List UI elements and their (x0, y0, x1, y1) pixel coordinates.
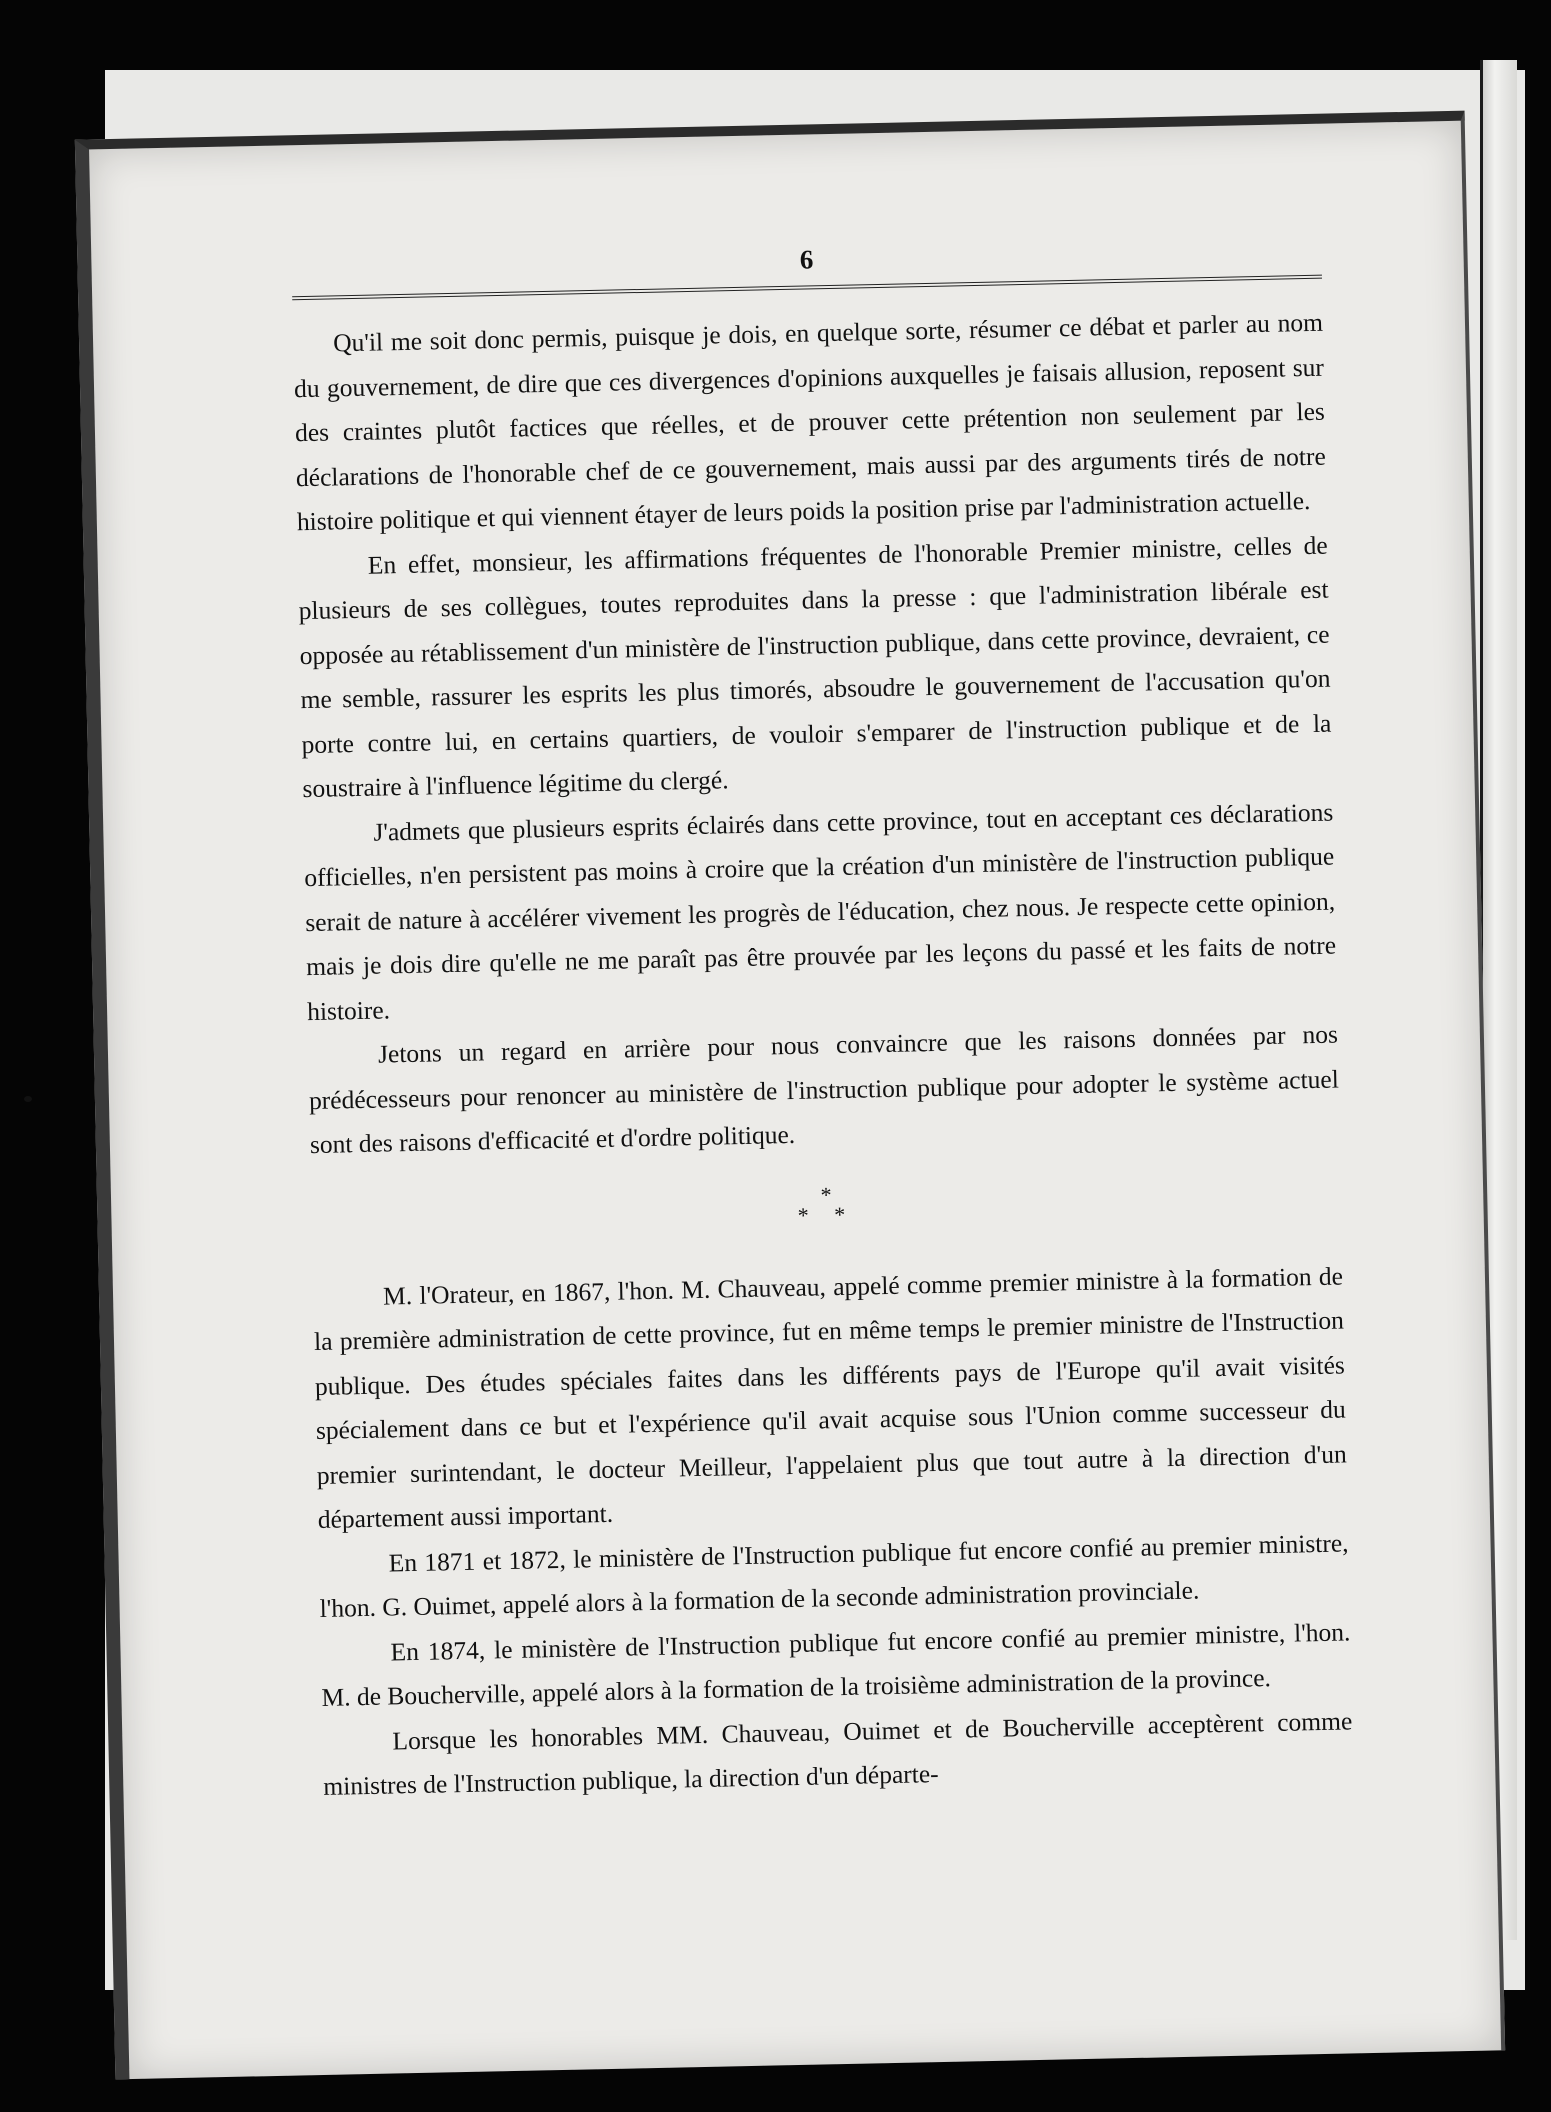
paragraph: Jetons un regard en arrière pour nous convaincre que les raisons données par nos prédécesseurs pour renoncer au ministère de l'instruction publique pour adopter le système actuel sont des raisons d'efficacité et d'ordre politique. (308, 1019, 1340, 1160)
paragraph: J'admets que plusieurs esprits éclairés dans cette province, tout en acceptant ces déclarations officielles, n'en persistent pas moins à croire que la création d'un ministère de l'instruction publique serait de nature à accélérer vivement les progrès de l'éducation, chez nous. Je respecte cette opinion, mais je dois dire qu'elle ne me paraît pas être prouvée par les leçons du passé et les faits de notre histoire. (304, 797, 1337, 1026)
asterism-bottom: * * (797, 1201, 856, 1228)
paragraph: Lorsque les honorables MM. Chauveau, Ouimet et de Boucherville acceptèrent comme ministres de l'Instruction publique, la direction d'un départe- (323, 1705, 1353, 1801)
paragraph: En 1871 et 1872, le ministère de l'Instruction publique fut encore confié au premier ministre, l'hon. G. Ouimet, appelé alors à la formation de la seconde administration provinciale. (319, 1527, 1349, 1623)
asterism-top: * (820, 1181, 832, 1207)
paragraph: Qu'il me soit donc permis, puisque je dois, en quelque sorte, résumer ce débat et parler au nom du gouvernement, de dire que ces divergences d'opinions auxquelles je faisais allusion, reposent sur des craintes plutôt factices que réelles, et de prouver cette prétention non seulement par les déclarations de l'honorable chef de ce gouvernement, mais aussi par des arguments tirés de notre histoire politique et qui viennent étayer de leurs poids la position prise par l'administration actuelle. (293, 307, 1327, 537)
paragraph: En 1874, le ministère de l'Instruction publique fut encore confié au premier ministre, l'hon. M. de Boucherville, appelé alors à la formation de la troisième administration de la province. (321, 1616, 1351, 1712)
section-break-asterism (311, 1174, 1342, 1236)
document-page (75, 111, 1505, 2080)
page-number: 6 (799, 244, 814, 275)
paragraph: M. l'Orateur, en 1867, l'hon. M. Chauveau, appelé comme premier ministre à la formation de la première administration de cette province, fut en même temps le premier ministre de l'Instruction publique. Des études spéciales faites dans les différents pays de l'Europe qu'il avait visités spécialement dans ce but et l'expérience qu'il avait acquise sous l'Union comme successeur du premier surintendant, le docteur Meilleur, l'appelaient plus que tout autre à la direction d'un département aussi important. (313, 1260, 1347, 1534)
page-content (291, 234, 1353, 1810)
dust-speck (24, 1096, 32, 1102)
paragraph: En effet, monsieur, les affirmations fréquentes de l'honorable Premier ministre, celles de plusieurs de ses collègues, toutes reproduites dans la presse : que l'administration libérale est opposée au rétablissement d'un ministère de l'instruction publique, dans cette province, devraient, ce me semble, rassurer les esprits les plus timorés, absoudre le gouvernement de l'accusation qu'on porte contre lui, en certains quartiers, de vouloir s'emparer de l'instruction publique et de la soustraire à l'influence légitime du clergé. (298, 530, 1332, 804)
